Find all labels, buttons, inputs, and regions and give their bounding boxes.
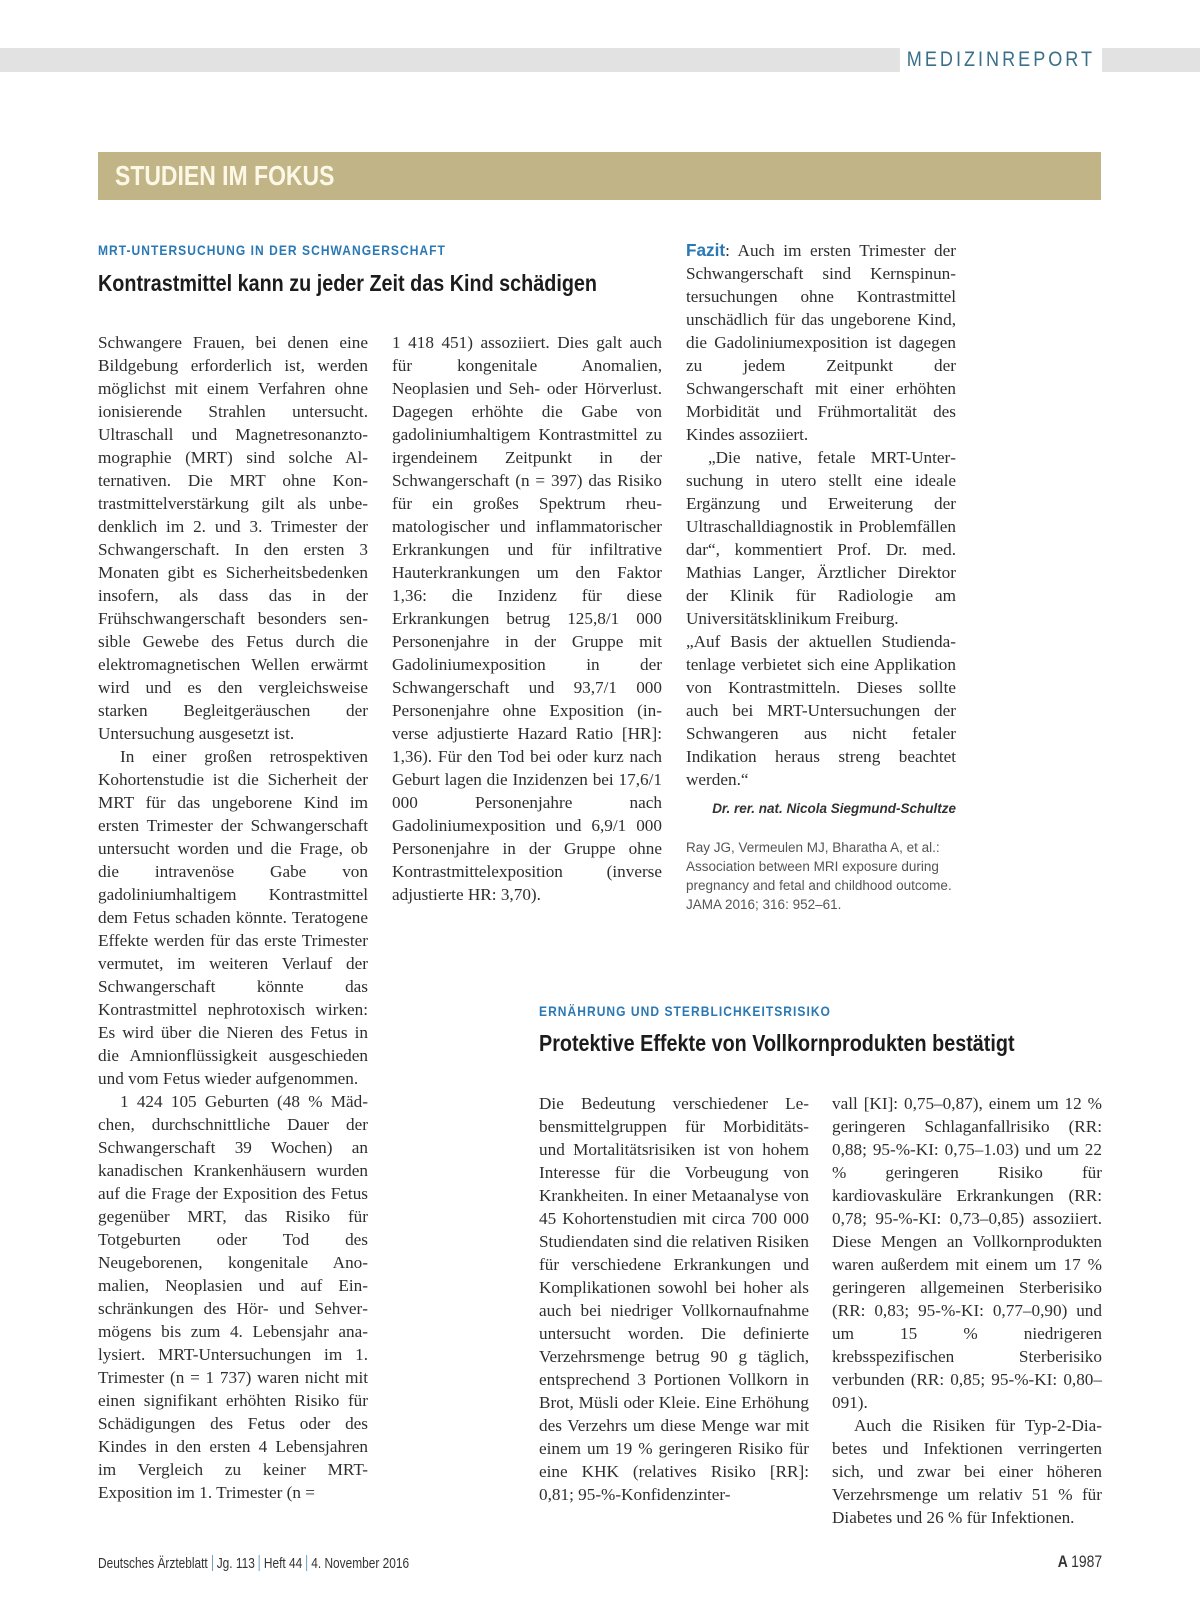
footer-citation — [98, 1555, 409, 1572]
article1-column-2 — [392, 331, 662, 906]
journal-name: Deutsches Ärzteblatt — [98, 1556, 208, 1572]
journal-date: 4. November 2016 — [311, 1556, 410, 1572]
fazit-label: Fazit — [686, 240, 726, 260]
article1-column-1 — [98, 331, 368, 1504]
fazit-paragraph — [686, 239, 956, 446]
journal-volume: Jg. 113 — [216, 1556, 255, 1572]
page-prefix: A — [1057, 1552, 1068, 1571]
article1-paragraph-2: In einer großen retrospektiven Kohortenstudie ist die Sicherheit der MRT für das ungeborene Kind im ersten Trimester der Schwangerschaft untersucht worden und die Frage, ob die intravenöse Gabe von gadoliniumhaltigem Kontrastmittel dem Fetus schaden könnte. Teratogene Effekte werden für das erste Trimester vermutet, im weiteren Verlauf der Schwangerschaft könnte das Kontrastmittel nephrotoxisch wirken: Es wird über die Nieren des Fetus in die Amnionflüssigkeit ausgeschieden und vom Fetus wieder aufgenommen. — [98, 747, 368, 1088]
article2-paragraph-1: Die Bedeutung verschiedener Lebensmittelgruppen für Morbiditäts- und Mortalitätsrisiken ist von hohem Interesse für die Vorbeugung von Krankheiten. In einer Metaanalyse von 45 Kohortenstudien mit circa 700 000 Studiendaten sind die relativen Risiken für verschiedene Erkrankungen und Komplikationen sowohl bei hoher als auch bei niedriger Vollkornaufnahme untersucht worden. Die definierte Verzehrsmenge betrug 90 g täglich, entsprechend 3 Portionen Vollkorn in Brot, Müsli oder Kleie. Eine Erhöhung des Verzehrs um diese Menge war mit einem um 19 % geringeren Risiko für eine KHK (relatives Risiko [RR]: 0,81; 95-%-Konfidenzinter- — [539, 1094, 809, 1504]
article1-paragraph-3: 1 424 105 Geburten (48 % Mädchen, durchschnittliche Dauer der Schwangerschaft 39 Wochen) an kanadischen Krankenhäusern wurden auf die Frage der Exposition des Fetus gegenüber MRT, das Risiko für Totgeburten oder Tod des Neugeborenen, kongenitale Anomalien, Neoplasien und auf Einschränkungen des Hör- und Sehvermögens bis zum 4. Lebensjahr analysiert. MRT-Untersuchungen im 1. Trimester (n = 1 737) waren nicht mit einen signifikant erhöhten Risiko für Schädigungen des Fetus oder des Kindes in den ersten 4 Lebensjahren im Vergleich zu keiner MRT-Exposition im 1. Trimester (n = — [98, 1092, 368, 1502]
article2-paragraph-1-cont: vall [KI]: 0,75–0,87), einem um 12 % geringeren Schlaganfallrisiko (RR: 0,88; 95-%-KI: 0,75–1.03) und um 22 % geringeren Risiko für kardiovaskuläre Erkrankungen (RR: 0,78; 95-%-KI: 0,73–0,85) assoziiert. Diese Mengen an Vollkornprodukten waren außerdem mit einem um 17 % geringeren allgemeinen Sterberisiko (RR: 0,83; 95-%-KI: 0,77–0,90) und um 15 % niedrigeren krebsspezifischen Sterberisiko verbunden (RR: 0,85; 95-%-KI: 0,80–091). — [832, 1094, 1102, 1412]
footer-divider — [259, 1555, 260, 1571]
banner-title: STUDIEN IM FOKUS — [115, 160, 335, 191]
fazit-text: : Auch im ersten Trimester der Schwangerschaft sind Kernspinuntersuchungen ohne Kontrastmittel unschädlich für das ungeborene Kind, die Gadoliniumexposition ist dagegen zu jedem Zeitpunkt der Schwangerschaft mit einer erhöhten Morbidität und Frühmortalität des Kindes assoziiert. — [686, 241, 956, 444]
footer-divider — [306, 1555, 307, 1571]
page-number — [1058, 1552, 1102, 1572]
article2-column-2 — [832, 1092, 1102, 1529]
page-number-value: 1987 — [1070, 1552, 1102, 1571]
article1-paragraph-3-cont: 1 418 451) assoziiert. Dies galt auch für kongenitale Anomalien, Neoplasien und Seh- oder Hörverlust. Dagegen erhöhte die Gabe von gadoliniumhaltigem Kontrastmittel zu irgendeinem Zeitpunkt in der Schwangerschaft (n = 397) das Risiko für ein großes Spektrum rheumatologischer und inflammatorischer Erkrankungen und für infiltrative Hauterkrankungen um den Faktor 1,36: die Inzidenz für diese Erkrankungen betrug 125,8/1 000 Personenjahre in der Gruppe mit Gadoliniumexposition in der Schwangerschaft und 93,7/1 000 Personenjahre ohne Exposition (inverse adjustierte Hazard Ratio [HR]: 1,36). Für den Tod bei oder kurz nach Geburt lagen die Inzidenzen bei 17,6/1 000 Personenjahre nach Gadoliniumexposition und 6,9/1 000 Personenjahre in der Gruppe ohne Kontrastmittelexposition (inverse adjustierte HR: 3,70). — [392, 333, 662, 904]
article1-reference: Ray JG, Vermeulen MJ, Bharatha A, et al.: Association between MRI exposure during pregnancy and fetal and childhood outcome. JAMA 2016; 316: 952–61. — [686, 840, 952, 912]
section-banner — [98, 152, 1101, 200]
article2-paragraph-2: Auch die Risiken für Typ-2-Diabetes und Infektionen verringerten sich, und zwar bei einer höheren Verzehrsmenge um relativ 51 % für Diabetes und 26 % für Infektionen. — [832, 1416, 1102, 1527]
article1-headline: Kontrastmittel kann zu jeder Zeit das Kind schädigen — [98, 270, 597, 296]
footer-divider — [212, 1555, 213, 1571]
section-label: MEDIZINREPORT — [900, 48, 1102, 72]
journal-issue: Heft 44 — [263, 1556, 303, 1572]
quote-paragraph-2: „Auf Basis der aktuellen Studiendatenlage verbietet sich eine Applikation von Kontrastmitteln. Dieses sollte auch bei MRT-Untersuchungen der Schwangeren aus nicht fetaler Indikation heraus streng beachtet werden.“ — [686, 632, 956, 789]
article1-author: Dr. rer. nat. Nicola Siegmund-Schultze — [712, 801, 956, 816]
article1-paragraph-1: Schwangere Frauen, bei denen eine Bildgebung erforderlich ist, werden möglichst mit einem Verfahren ohne ionisierende Strahlen untersucht. Ultraschall und Magnetresonanztomographie (MRT) sind solche Alternativen. Die MRT ohne Kontrastmittelverstärkung gilt als unbedenklich im 2. und 3. Trimester der Schwangerschaft. In den ersten 3 Monaten gibt es Sicherheitsbedenken insofern, als dass das in der Frühschwangerschaft besonders sensible Gewebe des Fetus durch die elektromagnetischen Wellen erwärmt wird und es den vergleichsweise starken Begleitgeräuschen der Untersuchung ausgesetzt ist. — [98, 333, 368, 743]
article1-column-3 — [686, 239, 956, 914]
article2-kicker: ERNÄHRUNG UND STERBLICHKEITSRISIKO — [539, 1003, 831, 1019]
article2-headline: Protektive Effekte von Vollkornprodukten bestätigt — [539, 1030, 1015, 1056]
article2-column-1 — [539, 1092, 809, 1506]
quote-paragraph-1: „Die native, fetale MRT-Untersuchung in utero stellt eine ideale Ergänzung und Erweiterung der Ultraschalldiagnostik in Problemfällen dar“, kommentiert Prof. Dr. med. Mathias Langer, Ärztlicher Direktor der Klinik für Radiologie am Universitätsklinikum Freiburg. — [686, 448, 956, 628]
article1-kicker: MRT-UNTERSUCHUNG IN DER SCHWANGERSCHAFT — [98, 242, 446, 258]
